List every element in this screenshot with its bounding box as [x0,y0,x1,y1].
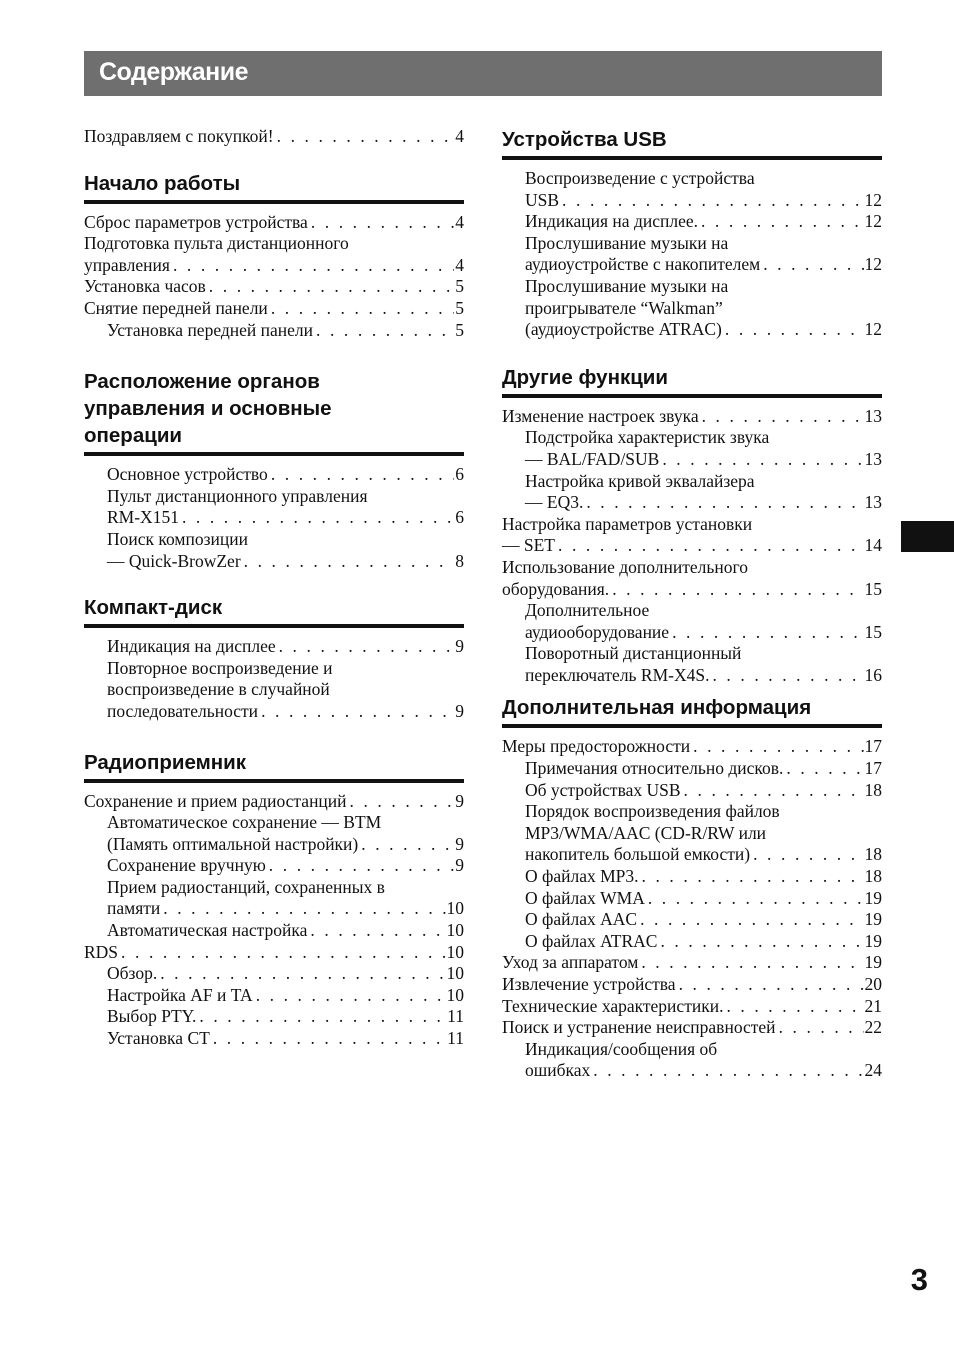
section-heading-line: управления и основные [84,397,332,421]
toc-entry-line: Использование дополнительного [502,556,748,577]
section-heading-line: операции [84,424,183,448]
toc-entry-label: RM-X151 [107,507,179,528]
toc-entry-reset[interactable] [84,212,464,234]
section-heading-cd: Компакт-диск [84,594,464,628]
toc-entry-congratulations[interactable] [84,126,464,148]
toc-page-number: 4 [455,254,464,275]
toc-entry-label: Изменение настроек звука [502,405,699,426]
toc-page-number: 10 [446,920,464,941]
section-heading-other-functions: Другие функции [502,364,882,398]
toc-entry-usb-devices[interactable] [502,780,882,802]
toc-entry-label: Технические характеристики. [502,995,724,1016]
toc-entry-main-unit[interactable] [84,464,464,486]
toc-page-number: 6 [455,507,464,528]
toc-entry-line: Подготовка пульта дистанционного [84,233,349,254]
toc-entry-label: Уход за аппаратом [502,952,639,973]
toc-entry-label: — SET [502,535,555,556]
toc-page-number: 9 [455,790,464,811]
toc-entry-playback-order[interactable] [502,844,882,866]
toc-entry-label: переключатель RM-X4S. [525,664,710,685]
toc-entry-line: Дополнительное [525,600,650,621]
toc-page-number: 18 [864,779,882,800]
toc-entry-pty[interactable] [84,1006,464,1028]
toc-page-number: 4 [455,126,464,146]
toc-entry-eq3[interactable] [502,492,882,514]
toc-entry-label: RDS [84,941,119,962]
toc-entry-removal[interactable] [502,974,882,996]
toc-entry-remote-prep[interactable] [84,255,464,277]
toc-entry-label: Поиск и устранение неисправностей [502,1017,776,1038]
toc-page-number: 15 [864,621,882,642]
section-heading-radio: Радиоприемник [84,749,464,783]
toc-entry-specifications[interactable] [502,996,882,1018]
toc-entry-label: Установка передней панели [107,319,314,340]
toc-entry-label: Настройка AF и TA [107,984,253,1005]
toc-entry-line: Пульт дистанционного управления [107,485,368,506]
toc-page-number: 13 [864,448,882,469]
toc-entry-line: Прием радиостанций, сохраненных в [107,876,385,897]
toc-page-number: 6 [455,464,464,485]
toc-page-number: 4 [455,211,464,232]
toc-entry-label: Обзор. [107,963,158,984]
toc-page-number: 10 [446,941,464,962]
toc-entry-label: — Quick-BrowZer [107,550,241,571]
toc-page-number: 22 [864,1017,882,1038]
toc-entry-label: аудиоустройстве с накопителем [525,254,761,275]
toc-page-number: 14 [864,535,882,556]
section-heading-usb: Устройства USB [502,126,882,160]
section-heading-line: Расположение органов [84,370,320,394]
toc-entry-receive-stored[interactable] [84,898,464,920]
toc-entry-label: Индикация на дисплее [107,636,276,657]
toc-entry-atrac[interactable] [502,931,882,953]
toc-entry-repeat-shuffle[interactable] [84,701,464,723]
page-title: Содержание [84,51,882,96]
toc-page-number: 24 [864,1060,882,1081]
toc-entry-rds[interactable] [84,942,464,964]
toc-entry-line: Порядок воспроизведения файлов [525,801,780,822]
toc-entry-auto-tuning[interactable] [84,920,464,942]
toc-entry-aac[interactable] [502,909,882,931]
toc-entry-line: Настройка кривой эквалайзера [525,470,755,491]
toc-page-number: 9 [455,636,464,657]
toc-page-number: 19 [864,930,882,951]
toc-entry-label: Меры предосторожности [502,736,691,757]
toc-entry-line: Прослушивание музыки на [525,275,729,296]
toc-entry-bal-fad-sub[interactable] [502,449,882,471]
toc-page-number: 19 [864,909,882,930]
toc-entry-label: оборудования. [502,578,610,599]
toc-page-number: 13 [864,405,882,426]
toc-page-number: 21 [864,995,882,1016]
toc-entry-remote-control[interactable] [84,507,464,529]
toc-entry-line: Поворотный дистанционный [525,643,742,664]
toc-entry-line: проигрывателе “Walkman” [525,297,723,318]
toc-entry-label: Основное устройство [107,464,268,485]
toc-entry-aux-audio[interactable] [502,622,882,644]
section-thumb-tab [901,521,954,552]
toc-entry-label: Установка часов [84,276,206,297]
toc-page-number: 12 [864,211,882,232]
toc-entry-label: Автоматическая настройка [107,920,308,941]
toc-page-number: 5 [455,276,464,297]
toc-entry-label: Об устройствах USB [525,779,681,800]
toc-page-number: 11 [447,1028,464,1049]
toc-entry-af-ta[interactable] [84,985,464,1007]
toc-entry-label: управления [84,254,170,275]
toc-entry-sound-settings[interactable] [502,406,882,428]
toc-page-number: 17 [864,736,882,757]
toc-right-column [502,126,882,1082]
toc-page-number: 8 [455,550,464,571]
toc-entry-manual-store[interactable] [84,855,464,877]
toc-entry-line: Воспроизведение с устройства [525,168,755,188]
toc-page-number: 15 [864,578,882,599]
toc-page-number: 19 [864,887,882,908]
toc-entry-label: Снятие передней панели [84,297,268,318]
toc-page-number: 9 [455,855,464,876]
toc-entry-line: Поиск композиции [107,528,248,549]
toc-entry-label: Сохранение и прием радиостанций [84,790,347,811]
toc-entry-label: Примечания относительно дисков. [525,758,784,779]
toc-entry-detach-panel[interactable] [84,298,464,320]
toc-entry-btm[interactable] [84,834,464,856]
toc-page-number: 5 [455,297,464,318]
section-heading-controls [84,368,464,456]
toc-entry-troubleshooting[interactable] [502,1017,882,1039]
toc-entry-error-messages[interactable] [502,1060,882,1082]
toc-page-number: 9 [455,833,464,854]
toc-entry-label: Сброс параметров устройства [84,211,308,232]
toc-entry-label: Извлечение устройства [502,974,676,994]
section-heading-additional-info: Дополнительная информация [502,694,882,728]
toc-entry-usb-playback[interactable] [502,190,882,212]
toc-entry-line: MP3/WMA/AAC (CD-R/RW или [525,822,767,843]
toc-entry-label: О файлах MP3. [525,866,639,887]
toc-entry-set[interactable] [502,535,882,557]
toc-entry-cd-display[interactable] [84,636,464,658]
toc-page-number: 18 [864,844,882,865]
toc-entry-label: Выбор PTY. [107,1006,197,1027]
toc-left-column [84,126,464,1050]
toc-page-number: 12 [864,189,882,210]
toc-entry-storage-audio[interactable] [502,254,882,276]
toc-page-number: 10 [446,963,464,984]
toc-page-number: 11 [447,1006,464,1027]
toc-page-number: 12 [864,319,882,340]
toc-entry-ct[interactable] [84,1028,464,1050]
page-number: 3 [910,1262,928,1297]
toc-page-number: 19 [864,952,882,973]
toc-page-number: 10 [446,898,464,919]
toc-entry-line: Индикация/сообщения об [525,1038,718,1059]
toc-entry-mp3[interactable] [502,866,882,888]
toc-page-number: 12 [864,254,882,275]
toc-entry-label: О файлах ATRAC [525,930,658,951]
toc-page-number: 20 [864,974,882,994]
toc-entry-usb-display[interactable] [502,211,882,233]
toc-entry-label: аудиооборудование [525,621,670,642]
toc-entry-store-stations[interactable] [84,791,464,813]
toc-page-number: 17 [864,758,882,779]
toc-entry-label: О файлах WMA [525,887,645,908]
toc-entry-label: USB [525,189,560,210]
toc-page-number: 5 [455,319,464,340]
toc-page-number: 16 [864,664,882,685]
section-heading-getting-started: Начало работы [84,170,464,204]
toc-entry-rds-overview[interactable] [84,963,464,985]
toc-entry-label: ошибках [525,1060,591,1081]
toc-entry-label: последовательности [107,700,259,721]
toc-entry-label: памяти [107,898,161,919]
toc-entry-label: Индикация на дисплее. [525,211,698,232]
toc-entry-line: Настройка параметров установки [502,513,753,534]
toc-page-number: 9 [455,700,464,721]
toc-entry-label: накопитель большой емкости) [525,844,751,865]
toc-entry-quick-browzer[interactable] [84,551,464,573]
toc-entry-walkman[interactable] [502,319,882,341]
toc-page-number: 13 [864,492,882,513]
toc-entry-line: Прослушивание музыки на [525,232,729,253]
toc-entry-line: воспроизведение в случайной [107,679,330,700]
toc-entry-label: (Память оптимальной настройки) [107,833,359,854]
toc-entry-line: Подстройка характеристик звука [525,427,770,448]
toc-entry-label: Установка CT [107,1028,210,1049]
toc-entry-label: — BAL/FAD/SUB [525,448,660,469]
toc-entry-wma[interactable] [502,888,882,910]
toc-entry-label: О файлах AAC [525,909,638,930]
toc-entry-line: Автоматическое сохранение — BTM [107,812,382,833]
toc-entry-line: Повторное воспроизведение и [107,657,333,678]
toc-page-number: 18 [864,866,882,887]
toc-entry-maintenance[interactable] [502,952,882,974]
toc-entry-clock[interactable] [84,276,464,298]
toc-entry-label: (аудиоустройстве ATRAC) [525,319,722,340]
toc-entry-label: Поздравляем с покупкой! [84,126,274,146]
toc-entry-aux-equipment[interactable] [502,579,882,601]
toc-entry-rotary-commander[interactable] [502,665,882,687]
toc-page-number: 10 [446,984,464,1005]
toc-entry-disc-notes[interactable] [502,758,882,780]
toc-entry-precautions[interactable] [502,736,882,758]
toc-entry-label: — EQ3. [525,492,584,513]
toc-entry-attach-panel[interactable] [84,320,464,342]
toc-entry-label: Сохранение вручную [107,855,266,876]
